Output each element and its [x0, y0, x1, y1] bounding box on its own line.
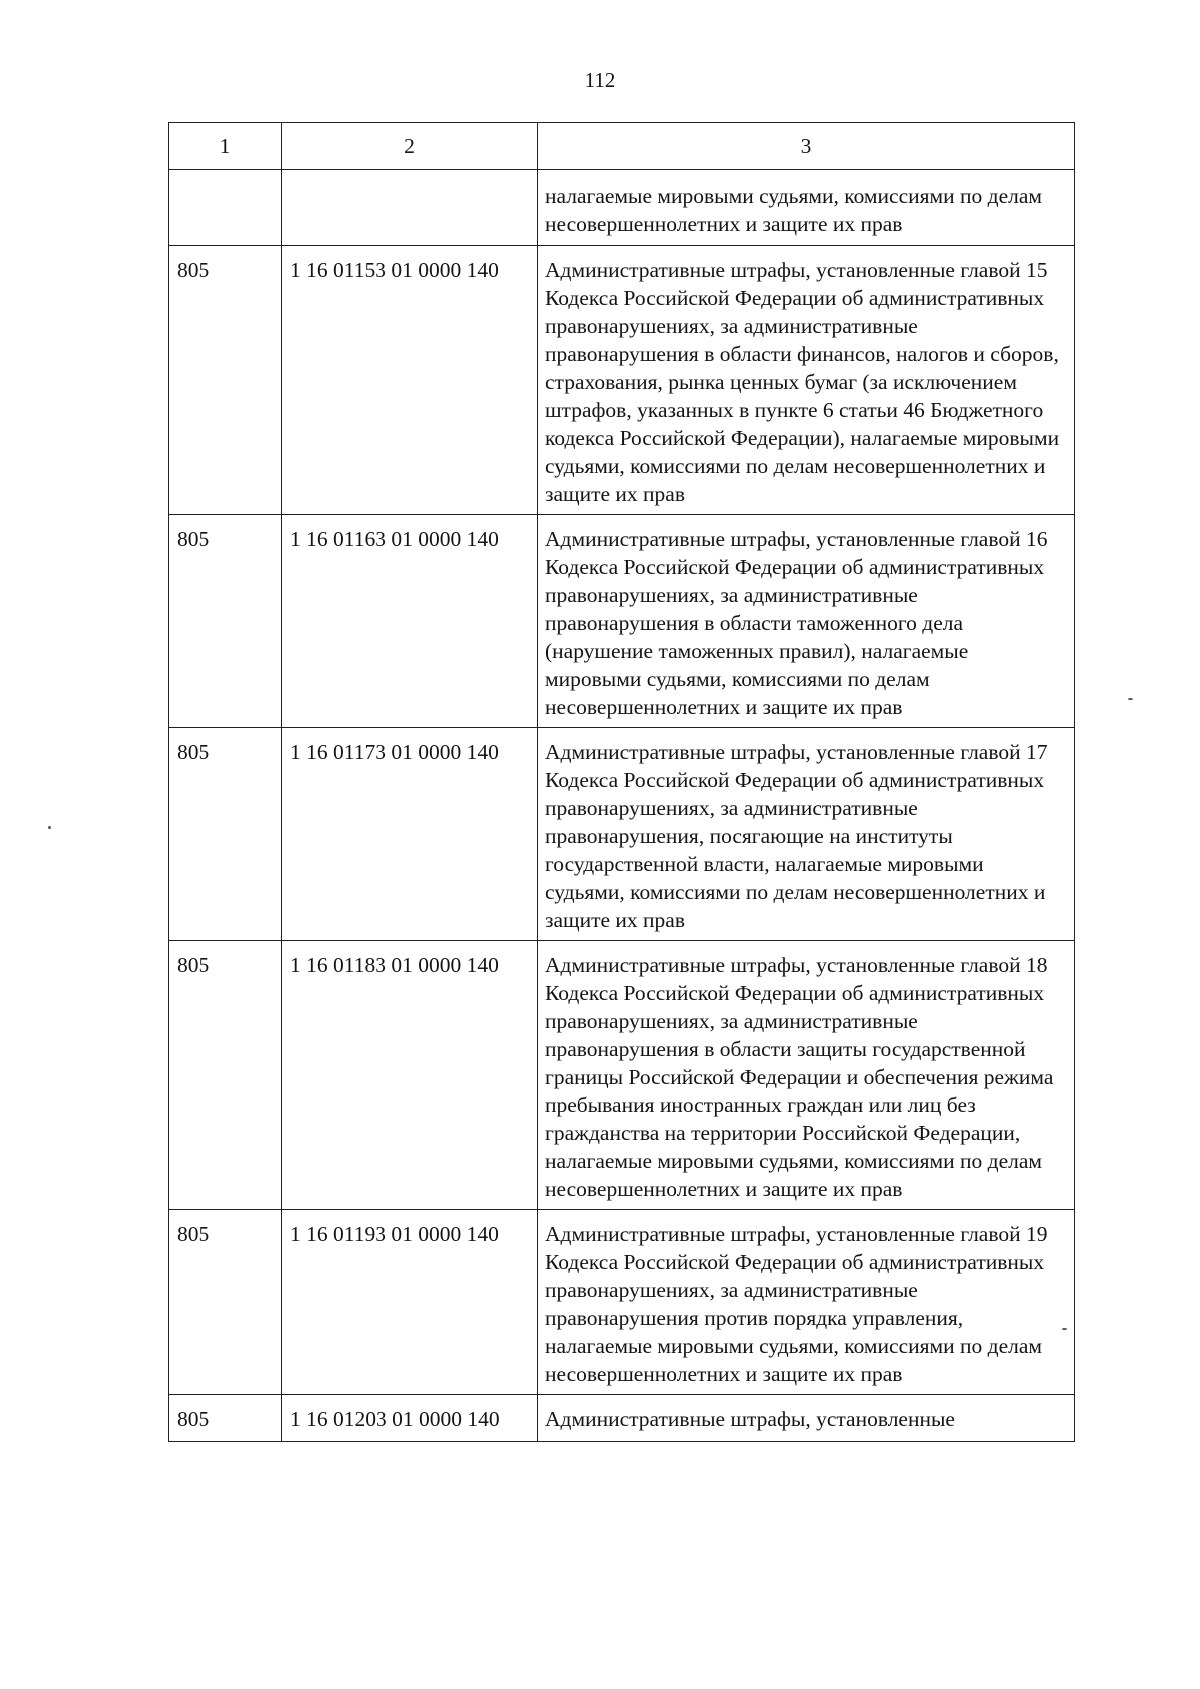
- scan-speck: [48, 826, 51, 829]
- column-header-2: 2: [282, 123, 538, 170]
- admin-code-cell: [169, 170, 282, 246]
- page-number: 112: [584, 68, 616, 92]
- table-header-row: [169, 123, 1075, 170]
- budget-code-cell: 1 16 01163 01 0000 140: [282, 515, 538, 728]
- admin-code-cell: 805: [169, 728, 282, 941]
- budget-code-cell: [282, 170, 538, 246]
- budget-code-cell: 1 16 01173 01 0000 140: [282, 728, 538, 941]
- table-row: [169, 246, 1075, 515]
- budget-codes-table: [168, 122, 1075, 1442]
- table-row: [169, 170, 1075, 246]
- budget-code-cell: 1 16 01153 01 0000 140: [282, 246, 538, 515]
- admin-code-cell: 805: [169, 246, 282, 515]
- table-row: [169, 1210, 1075, 1395]
- description-cell: Административные штрафы, установленные главой 17 Кодекса Российской Федерации об административных правонарушениях, за административные правонарушения, посягающие на институты государственной власти, налагаемые мировыми судьями, комиссиями по делам несовершеннолетних и защите их прав: [538, 728, 1075, 941]
- column-header-1: 1: [169, 123, 282, 170]
- admin-code-cell: 805: [169, 1395, 282, 1442]
- table-row: [169, 515, 1075, 728]
- budget-code-cell: 1 16 01203 01 0000 140: [282, 1395, 538, 1442]
- budget-code-cell: 1 16 01193 01 0000 140: [282, 1210, 538, 1395]
- table-row: [169, 1395, 1075, 1442]
- description-cell: Административные штрафы, установленные главой 15 Кодекса Российской Федерации об административных правонарушениях, за административные правонарушения в области финансов, налогов и сборов, страхования, рынка ценных бумаг (за исключением штрафов, указанных в пункте 6 статьи 46 Бюджетного кодекса Российской Федерации), налагаемые мировыми судьями, комиссиями по делам несовершеннолетних и защите их прав: [538, 246, 1075, 515]
- admin-code-cell: 805: [169, 515, 282, 728]
- column-header-3: 3: [538, 123, 1075, 170]
- description-cell: Административные штрафы, установленные главой 19 Кодекса Российской Федерации об административных правонарушениях, за административные правонарушения против порядка управления, налагаемые мировыми судьями, комиссиями по делам несовершеннолетних и защите их прав: [538, 1210, 1075, 1395]
- admin-code-cell: 805: [169, 941, 282, 1210]
- description-cell: Административные штрафы, установленные главой 18 Кодекса Российской Федерации об административных правонарушениях, за административные правонарушения в области защиты государственной границы Российской Федерации и обеспечения режима пребывания иностранных граждан или лиц без гражданства на территории Российской Федерации, налагаемые мировыми судьями, комиссиями по делам несовершеннолетних и защите их прав: [538, 941, 1075, 1210]
- table-row: [169, 941, 1075, 1210]
- budget-code-cell: 1 16 01183 01 0000 140: [282, 941, 538, 1210]
- description-cell: налагаемые мировыми судьями, комиссиями по делам несовершеннолетних и защите их прав: [538, 170, 1075, 246]
- scan-speck: [1062, 1328, 1067, 1330]
- scan-speck: [1128, 698, 1133, 700]
- description-cell: Административные штрафы, установленные главой 16 Кодекса Российской Федерации об административных правонарушениях, за административные правонарушения в области таможенного дела (нарушение таможенных правил), налагаемые мировыми судьями, комиссиями по делам несовершеннолетних и защите их прав: [538, 515, 1075, 728]
- description-cell: Административные штрафы, установленные: [538, 1395, 1075, 1442]
- table-row: [169, 728, 1075, 941]
- admin-code-cell: 805: [169, 1210, 282, 1395]
